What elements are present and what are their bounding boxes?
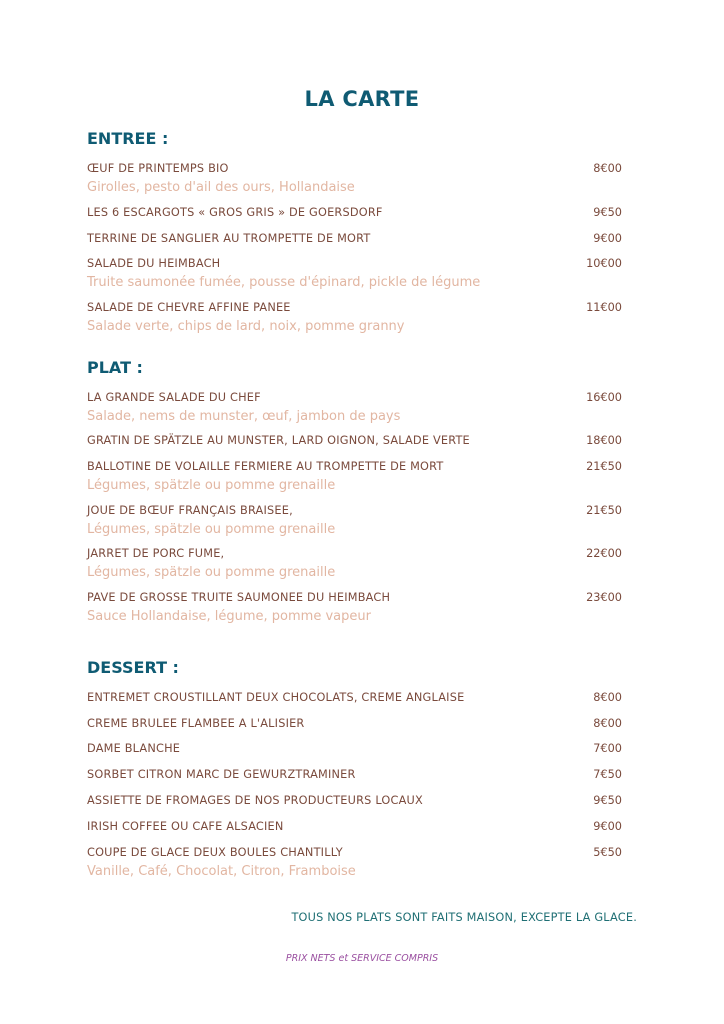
- menu-item: [87, 162, 622, 197]
- item-price: 8€00: [593, 717, 622, 730]
- menu-item: [87, 206, 622, 220]
- menu-item: [87, 691, 622, 705]
- item-name: JARRET DE PORC FUME,: [87, 547, 225, 560]
- item-name: DAME BLANCHE: [87, 742, 181, 755]
- item-price: 21€50: [586, 460, 622, 473]
- item-price: 18€00: [586, 434, 622, 447]
- menu-item: [87, 846, 622, 881]
- menu-item: [87, 742, 622, 756]
- menu-item: [87, 257, 622, 292]
- item-price: 11€00: [586, 301, 622, 314]
- menu-item: [87, 434, 622, 448]
- menu-item: [87, 391, 622, 426]
- item-description: Légumes, spätzle ou pomme grenaille: [87, 565, 336, 580]
- menu-item: [87, 460, 622, 495]
- item-name: TERRINE DE SANGLIER AU TROMPETTE DE MORT: [87, 232, 371, 245]
- menu-item: [87, 547, 622, 582]
- item-price: 7€00: [593, 742, 622, 755]
- item-price: 9€00: [593, 232, 622, 245]
- item-description: Sauce Hollandaise, légume, pomme vapeur: [87, 609, 371, 624]
- page-title: LA CARTE: [304, 87, 420, 111]
- item-name: CREME BRULEE FLAMBEE A L'ALISIER: [87, 717, 305, 730]
- menu-item: [87, 794, 622, 808]
- item-name: BALLOTINE DE VOLAILLE FERMIERE AU TROMPETTE DE MORT: [87, 460, 444, 473]
- item-price: 8€00: [593, 691, 622, 704]
- item-description: Légumes, spätzle ou pomme grenaille: [87, 478, 336, 493]
- item-name: LES 6 ESCARGOTS « GROS GRIS » DE GOERSDORF: [87, 206, 383, 219]
- item-price: 7€50: [593, 768, 622, 781]
- section-title-plat: PLAT :: [87, 358, 143, 377]
- item-name: GRATIN DE SPÄTZLE AU MUNSTER, LARD OIGNON, SALADE VERTE: [87, 434, 470, 447]
- item-description: Salade, nems de munster, œuf, jambon de pays: [87, 409, 401, 424]
- menu-item: [87, 591, 622, 626]
- item-price: 16€00: [586, 391, 622, 404]
- section-title-dessert: DESSERT :: [87, 658, 179, 677]
- item-price: 22€00: [586, 547, 622, 560]
- item-description: Truite saumonée fumée, pousse d'épinard, pickle de légume: [87, 275, 481, 290]
- item-description: Vanille, Café, Chocolat, Citron, Framboise: [87, 864, 356, 879]
- menu-item: [87, 301, 622, 336]
- item-description: Salade verte, chips de lard, noix, pomme granny: [87, 319, 405, 334]
- item-description: Girolles, pesto d'ail des ours, Hollandaise: [87, 180, 355, 195]
- item-name: COUPE DE GLACE DEUX BOULES CHANTILLY: [87, 846, 343, 859]
- item-name: SORBET CITRON MARC DE GEWURZTRAMINER: [87, 768, 356, 781]
- item-name: LA GRANDE SALADE DU CHEF: [87, 391, 261, 404]
- item-description: Légumes, spätzle ou pomme grenaille: [87, 522, 336, 537]
- menu-item: [87, 232, 622, 246]
- item-price: 8€00: [593, 162, 622, 175]
- menu-item: [87, 820, 622, 834]
- item-price: 9€50: [593, 794, 622, 807]
- item-price: 21€50: [586, 504, 622, 517]
- item-name: ENTREMET CROUSTILLANT DEUX CHOCOLATS, CREME ANGLAISE: [87, 691, 465, 704]
- item-name: ŒUF DE PRINTEMPS BIO: [87, 162, 229, 175]
- footer-prices: PRIX NETS et SERVICE COMPRIS: [285, 953, 439, 964]
- menu-item: [87, 768, 622, 782]
- section-title-entree: ENTREE :: [87, 129, 169, 148]
- item-name: IRISH COFFEE OU CAFE ALSACIEN: [87, 820, 284, 833]
- item-price: 10€00: [586, 257, 622, 270]
- menu-item: [87, 504, 622, 539]
- item-name: JOUE DE BŒUF FRANÇAIS BRAISEE,: [87, 504, 293, 517]
- item-name: SALADE DE CHEVRE AFFINE PANEE: [87, 301, 291, 314]
- item-name: SALADE DU HEIMBACH: [87, 257, 221, 270]
- menu-item: [87, 717, 622, 731]
- item-name: PAVE DE GROSSE TRUITE SAUMONEE DU HEIMBACH: [87, 591, 391, 604]
- item-price: 23€00: [586, 591, 622, 604]
- item-name: ASSIETTE DE FROMAGES DE NOS PRODUCTEURS LOCAUX: [87, 794, 423, 807]
- item-price: 5€50: [593, 846, 622, 859]
- homemade-note: TOUS NOS PLATS SONT FAITS MAISON, EXCEPTE LA GLACE.: [291, 911, 637, 924]
- item-price: 9€50: [593, 206, 622, 219]
- item-price: 9€00: [593, 820, 622, 833]
